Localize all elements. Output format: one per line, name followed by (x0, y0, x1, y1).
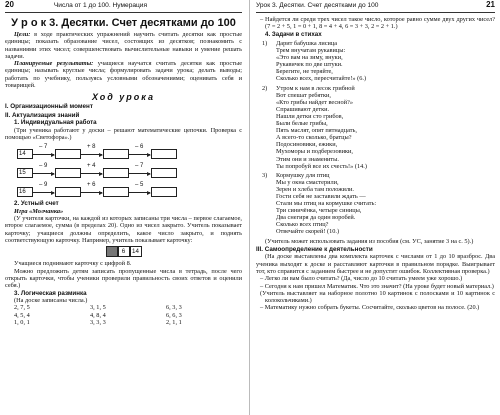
left-page (0, 0, 246, 415)
poem-line: «Кто грибы найдет весной?» (276, 98, 353, 106)
grid-cell: 2, 1, 1 (166, 318, 182, 326)
poem (256, 40, 495, 83)
chain-arrow (129, 154, 150, 155)
grid-cell: 3, 1, 5 (90, 304, 106, 312)
poem-line: Вот спешат ребятки, (276, 91, 331, 99)
poem-line: Сколько всех птиц? (276, 221, 329, 229)
card-text2: Можно предложить детям записать пропущенные числа в тетрадь, после чего открыть карточки, чтобы ученики проверили правильность своих ответов и оценили себя.) (5, 267, 242, 290)
number-grid (5, 304, 242, 326)
subsection-poems: 4. Задачи в стихах (265, 30, 322, 38)
individual-text: (Три ученика работают у доски – решают математические цепочки. Проверка с помощью «Светофора».) (5, 126, 242, 142)
chain-box (151, 168, 177, 178)
chain-box (103, 168, 129, 178)
grid-cell: 3, 3, 3 (90, 318, 106, 326)
poem-line: Спрашивают детки. (276, 105, 330, 113)
poem-number: 2) (262, 84, 268, 92)
goal-paragraph (5, 31, 242, 60)
chain1-start: 14 (17, 149, 33, 159)
math-chains (17, 144, 177, 197)
intro-list (256, 16, 495, 31)
poem-lines (276, 85, 367, 170)
chain3-op3: – 5 (135, 182, 144, 189)
poem-line: Нашли детки сто грибов, (276, 112, 344, 120)
number-card (5, 246, 242, 257)
chain-box (55, 149, 81, 159)
poem-line: Дарит бабушка лисица (276, 40, 338, 47)
chain3-start: 16 (17, 187, 33, 197)
right-page-number: 21 (486, 0, 495, 9)
page-gutter (249, 0, 250, 415)
course-heading: Ход урока (92, 92, 155, 103)
poem-lines (276, 40, 366, 83)
subsection-oral-count: 2. Устный счет (14, 200, 59, 208)
poem-line: Стали мы птиц на кормушке считать: (276, 200, 377, 208)
dialog-line: – Математику нужно собрать букеты. Сосчитайте, сколько цветов на полосе. (20.) (260, 304, 480, 312)
subsection-individual: 1. Индивидуальная работа (14, 119, 97, 127)
chain-arrow (81, 154, 102, 155)
poem-number: 1) (262, 40, 268, 47)
chain-box (55, 187, 81, 197)
poem (256, 172, 495, 236)
poem-line: Берегите, не теряйте, (276, 68, 333, 76)
poem-line: А всего-то сколько, братцы? (276, 134, 352, 142)
poem-line: Сколько всех, пересчитайте!» (6.) (276, 75, 367, 83)
chain-box (103, 149, 129, 159)
poem-line: Были белые грибы, (276, 120, 328, 128)
intro-text: – Найдется ли среди трех чисел такое число, которое равно сумме двух других чисел? (7 = 2 + 5, 1 = 0 + 1, 8 = 4 + 4, 6 = 3 + 3, 2 = 2 + 1.) (260, 16, 495, 31)
chain-arrow (81, 173, 102, 174)
card-hidden-cell (106, 246, 118, 257)
chain2-op2: + 4 (87, 163, 96, 170)
grid-cell: 6, 6, 3 (166, 311, 182, 319)
goal-label: Цели: (14, 31, 31, 38)
poem-line: Этим они и знамениты. (276, 155, 339, 163)
chain-arrow (33, 154, 54, 155)
card-cell-b: 14 (130, 246, 142, 257)
chain3-op2: + 6 (87, 182, 96, 189)
poems (256, 38, 495, 236)
chain-box (103, 187, 129, 197)
left-page-number: 20 (5, 0, 14, 9)
self-determination-text: (На доске выставлены два комплекта карточек с числами от 1 до 10 вразброс. Два ученика выходят к доске и расставляют карточки в правильном порядке. Выигрывает тот, кто справится с заданием быстрее и не допустит ошибок. Коллективная проверка.) (256, 253, 495, 275)
right-running-title: Урок 3. Десятки. Счет десятками до 100 (256, 2, 379, 9)
poem-line: Рукавичек по две штуки. (276, 61, 343, 69)
section-org: I. Организационный момент (5, 103, 93, 111)
subsection-logic: 3. Логическая разминка (14, 289, 87, 297)
results-paragraph (5, 60, 242, 89)
left-running-title: Числа от 1 до 100. Нумерация (53, 2, 148, 9)
chain-arrow (129, 192, 150, 193)
chain-box (55, 168, 81, 178)
grid-cell: 6, 3, 3 (166, 304, 182, 312)
chain-arrow (33, 173, 54, 174)
poem-line: Три синичёнка, четыре синицы, (276, 207, 362, 215)
right-running-header (256, 0, 495, 13)
grid-cell: 4, 5, 4 (14, 311, 30, 319)
poem-line: Подосиновики, ежики, (276, 141, 338, 149)
poem-line: Гости себя не заставили ждать — (276, 192, 366, 200)
grid-cell: 1, 0, 1 (14, 318, 30, 326)
card-answer: Учащиеся поднимают карточку с цифрой 8. (14, 260, 132, 268)
poem-line: Кормушку для птиц (276, 171, 330, 179)
chain-arrow (129, 173, 150, 174)
poem-number: 3) (262, 171, 268, 179)
game-title: Игра «Молчанка» (14, 207, 64, 215)
teacher-note: (Учитель может использовать задания из пособия (см. УС, занятие 3 на с. 5).) (265, 237, 474, 245)
poem-line: Отвечайте скорей! (10.) (276, 228, 340, 236)
poem-line: Зерен и хлеба там положили. (276, 185, 354, 193)
poem-line: Трем внучатам рукавицы: (276, 47, 346, 55)
chain-box (151, 187, 177, 197)
chain1-op2: + 8 (87, 144, 96, 151)
section-self-determination: III. Самоопределение к деятельности (256, 245, 373, 253)
left-running-header (5, 0, 242, 13)
section-actualization: II. Актуализация знаний (5, 111, 80, 119)
logic-intro: (На доске записаны числа.) (14, 296, 88, 304)
dialog-line: (Учитель выставляет на наборное полотно 10 картинок с полосками и 10 картинок с колокольчиками.) (260, 289, 495, 305)
chain-arrow (33, 192, 54, 193)
chain3-op1: – 9 (39, 182, 48, 189)
grid-cell: 4, 8, 4 (90, 311, 106, 319)
poem-line: Пять маслят, опят пятнадцать, (276, 127, 357, 135)
chain-arrow (81, 192, 102, 193)
dialog-list (256, 275, 495, 311)
chain2-op3: – 7 (135, 163, 144, 170)
chain1-op3: – 6 (135, 144, 144, 151)
chain2-op1: – 9 (39, 163, 48, 170)
poem-line: Ты попробуй все их счесть!» (14.) (276, 162, 367, 170)
game-text: (У учителя карточки, на каждой из которых записаны три числа – первое слагаемое, второе слагаемое, сумма (в пределах 20). Одно из чисел закрыто. Учитель показывает карточку; учащиеся должны определить, какое число закрыто, и поднять соответствующую карточку. Например, учитель показывает карточку: (5, 215, 242, 245)
poem-line: «Это вам на зиму, внуки, (276, 54, 343, 62)
poem (256, 85, 495, 170)
dialog-line: – Сегодня к нам пришел Математик. Что это значит? (На уроке будет новый материал.) (260, 282, 494, 290)
chain1-op1: – 7 (39, 144, 48, 151)
lesson-title: У р о к 3. Десятки. Счет десятками до 100 (11, 17, 236, 29)
poem-line: Мы у окна смастерили, (276, 178, 339, 186)
poem-line: Мухоморы и подберезовики, (276, 148, 353, 156)
dialog-line: – Легко ли вам было считать? (Да, число до 10 считать умеем уже хорошо.) (260, 275, 463, 283)
results-label: Планируемые результаты: (14, 60, 94, 68)
poem-lines (276, 172, 376, 236)
card-cell-a: 6 (118, 246, 130, 257)
right-page (254, 0, 500, 415)
poem-line: Утром к нам в лесок грибной (276, 84, 355, 92)
poem-line: Два снегиря да один воробей. (276, 214, 356, 222)
results-text: учащиеся научатся считать десятки как простые единицы; называть круглые числа; формулировать задачи урока; делать выводы; работать по учебнику, пользуясь условными обозначениями; оценивать себя и товарищей. (5, 60, 243, 90)
goal-text: в ходе практических упражнений научить считать десятки как простые единицы; показать образование чисел, состоящих из десятков; познакомить с названиями этих чисел; совершенствовать вычислительные навыки и умение решать задачи. (5, 31, 242, 60)
grid-cell: 2, 7, 5 (14, 304, 30, 312)
chain-box (151, 149, 177, 159)
chain2-start: 15 (17, 168, 33, 178)
